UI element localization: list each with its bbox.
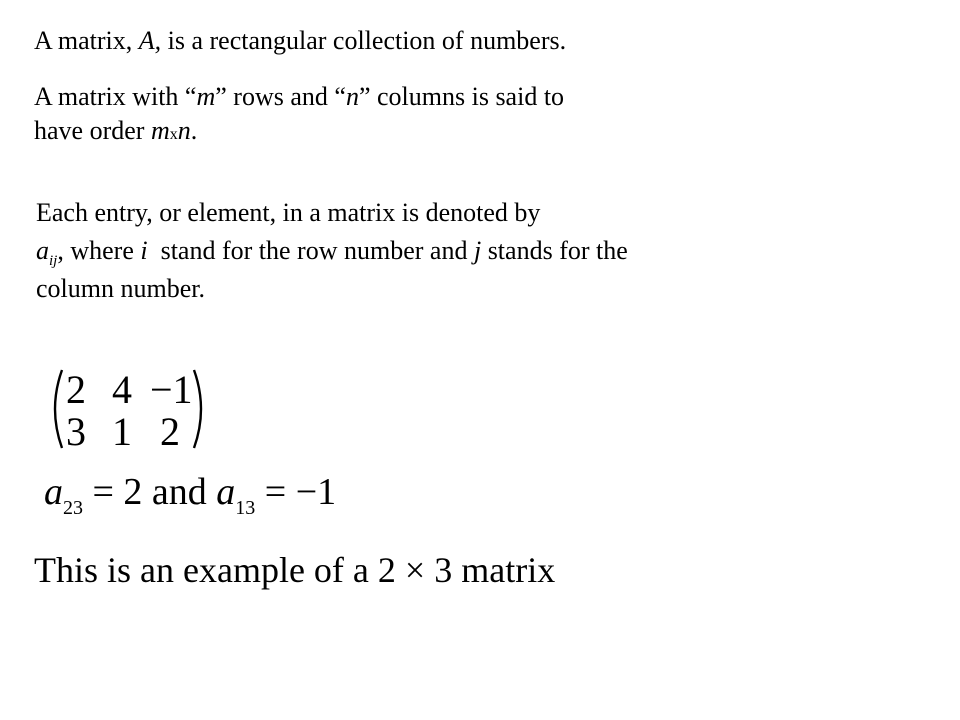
- definition-post: is a rectangular collection of numbers.: [161, 26, 567, 55]
- example-post: matrix: [452, 550, 556, 590]
- order-dim-n: n: [177, 116, 191, 145]
- order-mid: ” rows and “: [215, 82, 346, 111]
- entry-a: a: [36, 236, 49, 265]
- example-sentence: [34, 548, 555, 592]
- entry-text-line2: [36, 236, 628, 269]
- entry-i: i: [140, 236, 148, 265]
- entry-stand-text: stand for the row number and: [147, 236, 474, 265]
- equation-part1: = 2 and: [83, 471, 217, 513]
- order-line2-pre: have order: [34, 116, 151, 145]
- entry-subscript-ij: ij: [49, 253, 58, 269]
- matrix-cell-r1c2: 4: [112, 367, 132, 412]
- matrix-cell-r1c1: 2: [66, 367, 86, 412]
- definition-text: [34, 26, 566, 56]
- order-dim-x: x: [169, 126, 178, 143]
- matrix-cell-r2c1: 3: [66, 409, 86, 454]
- entry-text-line1: [36, 198, 540, 228]
- order-text-line1: [34, 82, 564, 112]
- entry-text-line3: [36, 274, 205, 304]
- example-matrix: [44, 367, 212, 454]
- order-n: n: [345, 82, 359, 111]
- order-pre: A matrix with “: [34, 82, 197, 111]
- matrix-cell-r2c2: 1: [112, 409, 132, 454]
- example-dims: 2 × 3: [377, 550, 453, 590]
- order-m: m: [196, 82, 216, 111]
- entry-j: j: [473, 236, 482, 265]
- element-equation: [44, 470, 337, 519]
- order-dim-m: m: [150, 116, 170, 145]
- matrix-cell-r1c3: −1: [150, 367, 193, 412]
- equation-a1: a: [44, 471, 63, 513]
- entry-line3: column number.: [36, 274, 205, 303]
- equation-a2: a: [216, 471, 236, 513]
- equation-part2: = −1: [255, 471, 337, 513]
- order-post: ” columns is said to: [358, 82, 565, 111]
- order-line2-post: .: [190, 116, 198, 145]
- entry-stands-text: stands for the: [481, 236, 628, 265]
- entry-line1: Each entry, or element, in a matrix is denoted by: [36, 198, 541, 227]
- matrix-cell-r2c3: 2: [160, 409, 180, 454]
- example-pre: This is an example of a: [34, 550, 378, 590]
- equation-sub1: 23: [63, 497, 83, 519]
- entry-where: , where: [57, 236, 141, 265]
- order-text-line2: [34, 116, 197, 150]
- right-parenthesis: [194, 370, 201, 448]
- equation-sub2: 13: [235, 497, 256, 519]
- matrix-variable-A: A,: [138, 26, 162, 55]
- definition-pre: A matrix,: [34, 26, 139, 55]
